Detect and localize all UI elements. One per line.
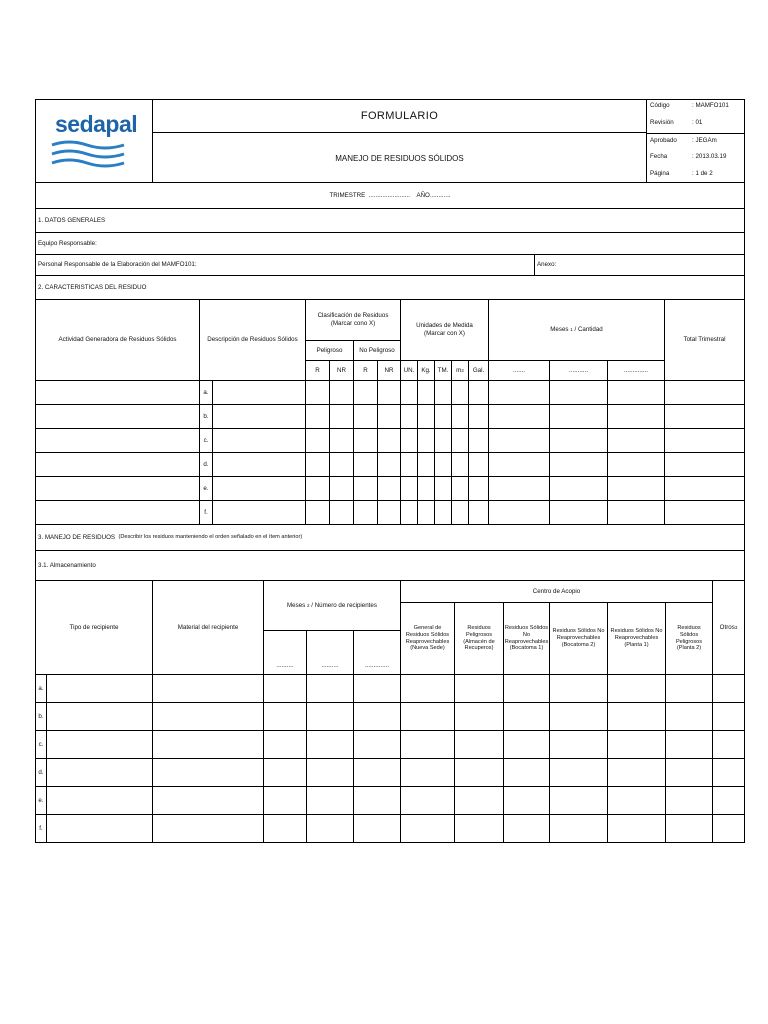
meta-codigo-label: Código (650, 102, 670, 109)
table-cell[interactable] (401, 703, 455, 731)
meta-pagina-value: : 1 de 2 (692, 170, 713, 177)
table-cell[interactable] (35, 429, 200, 453)
otros-label: Otros (719, 623, 735, 631)
table-cell[interactable] (401, 381, 418, 405)
meta-codigo-value: : MAMFO101 (692, 102, 729, 109)
table-cell[interactable] (264, 731, 307, 759)
table-cell[interactable] (435, 477, 452, 501)
unit-tm: TM. (435, 361, 452, 381)
recipientes-slot-1[interactable]: .......... (264, 631, 307, 675)
table-cell[interactable] (401, 429, 418, 453)
table-cell[interactable] (306, 405, 330, 429)
unit-un: UN. (401, 361, 418, 381)
unit-m2: m 2 (452, 361, 469, 381)
table-cell[interactable] (452, 501, 469, 525)
table-cell[interactable] (35, 453, 200, 477)
meses-slot-1[interactable]: ....... (489, 361, 550, 381)
table-cell[interactable] (469, 405, 489, 429)
table-cell[interactable] (264, 759, 307, 787)
centro-nueva-sede: General de Residuos Sólidos Reaprovechables (Nueva Sede) (401, 603, 455, 675)
table-cell[interactable] (550, 675, 608, 703)
table-cell[interactable] (306, 453, 330, 477)
period-line: TRIMESTRE ........................ AÑO............ (35, 183, 745, 209)
equipo-responsable-field[interactable]: Equipo Responsable: (35, 233, 745, 255)
table-cell[interactable] (378, 477, 401, 501)
table-cell[interactable] (401, 731, 455, 759)
table-cell[interactable] (435, 501, 452, 525)
header-clasificacion (306, 300, 401, 341)
unidades-sub: (Marcar con X) (424, 330, 465, 337)
table-cell[interactable] (435, 453, 452, 477)
table-cell[interactable] (452, 453, 469, 477)
table-cell[interactable] (469, 477, 489, 501)
table-cell[interactable] (665, 429, 745, 453)
table-cell[interactable] (418, 381, 435, 405)
cantidad-label: / Cantidad (574, 326, 603, 334)
meta-pagina-label: Página (650, 170, 670, 177)
anexo-field[interactable]: Anexo: (535, 255, 745, 276)
table-cell[interactable] (455, 703, 504, 731)
table-cell[interactable] (489, 381, 550, 405)
table-cell[interactable] (713, 759, 745, 787)
table-cell[interactable] (469, 381, 489, 405)
clasificacion-label: Clasificación de Residuos (317, 312, 389, 320)
table-cell[interactable] (666, 675, 713, 703)
table-cell[interactable] (354, 429, 378, 453)
row-label: c. (200, 429, 213, 453)
table-cell[interactable] (489, 501, 550, 525)
table-cell[interactable] (378, 453, 401, 477)
table-cell[interactable] (489, 453, 550, 477)
recipientes-slot-2[interactable]: .......... (307, 631, 354, 675)
table-cell[interactable] (435, 381, 452, 405)
table-cell[interactable] (47, 815, 153, 843)
table-cell[interactable] (153, 731, 264, 759)
table-cell[interactable] (306, 429, 330, 453)
table-cell[interactable] (665, 405, 745, 429)
table-cell[interactable] (354, 787, 401, 815)
table-cell[interactable] (713, 787, 745, 815)
table-cell[interactable] (550, 477, 608, 501)
table-cell[interactable] (418, 477, 435, 501)
table-cell[interactable] (713, 703, 745, 731)
table-cell[interactable] (354, 815, 401, 843)
table-cell[interactable] (213, 381, 306, 405)
table-cell[interactable] (307, 815, 354, 843)
meses-slot-2[interactable]: ........... (550, 361, 608, 381)
section3-title-row (35, 525, 745, 551)
table-cell[interactable] (550, 815, 608, 843)
header-tipo-recipiente: Tipo de recipiente (35, 581, 153, 675)
table-cell[interactable] (452, 477, 469, 501)
table-cell[interactable] (666, 787, 713, 815)
table-cell[interactable] (330, 405, 354, 429)
row-label: e. (35, 787, 47, 815)
table-cell[interactable] (47, 731, 153, 759)
header-unidades (401, 300, 489, 361)
header-nr-no-peligroso: NR (378, 361, 401, 381)
table-cell[interactable] (665, 453, 745, 477)
table-cell[interactable] (608, 381, 665, 405)
form-title: FORMULARIO (153, 99, 646, 133)
table-cell[interactable] (306, 381, 330, 405)
table-cell[interactable] (455, 787, 504, 815)
table-cell[interactable] (550, 501, 608, 525)
table-cell[interactable] (354, 501, 378, 525)
row-label: d. (35, 759, 47, 787)
form-subtitle: MANEJO DE RESIDUOS SÓLIDOS (335, 153, 464, 163)
table-cell[interactable] (264, 675, 307, 703)
table-cell[interactable] (608, 675, 666, 703)
centro-bocatoma-1: Residuos Sólidos No Reaprovechables (Bocatoma 1) (504, 603, 550, 675)
table-cell[interactable] (666, 731, 713, 759)
row-label: b. (200, 405, 213, 429)
table-cell[interactable] (455, 815, 504, 843)
table-cell[interactable] (666, 759, 713, 787)
table-cell[interactable] (35, 477, 200, 501)
table-cell[interactable] (455, 731, 504, 759)
unit-gal: Gal. (469, 361, 489, 381)
table-cell[interactable] (35, 501, 200, 525)
table-cell[interactable] (504, 675, 550, 703)
table-cell[interactable] (401, 477, 418, 501)
table-cell[interactable] (354, 759, 401, 787)
table-cell[interactable] (213, 477, 306, 501)
table-cell[interactable] (550, 405, 608, 429)
table-cell[interactable] (489, 477, 550, 501)
table-cell[interactable] (452, 405, 469, 429)
table-cell[interactable] (306, 501, 330, 525)
table-cell[interactable] (713, 675, 745, 703)
table-cell[interactable] (354, 405, 378, 429)
table-cell[interactable] (307, 675, 354, 703)
table-cell[interactable] (550, 429, 608, 453)
table-cell[interactable] (264, 815, 307, 843)
table-cell[interactable] (401, 405, 418, 429)
header-centro-acopio: Centro de Acopio (401, 581, 713, 603)
table-cell[interactable] (35, 405, 200, 429)
row-label: b. (35, 703, 47, 731)
table-cell[interactable] (665, 477, 745, 501)
row-label: d. (200, 453, 213, 477)
table-cell[interactable] (550, 453, 608, 477)
table-cell[interactable] (550, 381, 608, 405)
table-cell[interactable] (378, 405, 401, 429)
row-label: c. (35, 731, 47, 759)
table-cell[interactable] (354, 381, 378, 405)
centro-planta-2: Residuos Sólidos Peligrosos (Planta 2) (666, 603, 713, 675)
centro-planta-1: Residuos Sólidos No Reaprovechables (Planta 1) (608, 603, 666, 675)
table-cell[interactable] (469, 429, 489, 453)
table-cell[interactable] (213, 429, 306, 453)
row-label: a. (200, 381, 213, 405)
table-cell[interactable] (418, 405, 435, 429)
section3-note: (Describir los residuos manteniendo el orden señalado en el ítem anterior) (118, 534, 303, 540)
table-cell[interactable] (550, 759, 608, 787)
table-cell[interactable] (401, 675, 455, 703)
meses2-label: Meses (287, 601, 306, 609)
table-cell[interactable] (401, 501, 418, 525)
table-cell[interactable] (608, 787, 666, 815)
table-cell[interactable] (378, 381, 401, 405)
table-cell[interactable] (608, 501, 665, 525)
table-cell[interactable] (330, 453, 354, 477)
table-cell[interactable] (550, 787, 608, 815)
table-cell[interactable] (713, 815, 745, 843)
unit-m2-label: m (456, 366, 462, 374)
centro-bocatoma-2: Residuos Sólidos No Reaprovechables (Bocatoma 2) (550, 603, 608, 675)
table-cell[interactable] (47, 759, 153, 787)
table-cell[interactable] (666, 815, 713, 843)
meta-revision-label: Revisión (650, 119, 674, 126)
table-cell[interactable] (264, 703, 307, 731)
table-cell[interactable] (608, 759, 666, 787)
table-cell[interactable] (47, 675, 153, 703)
meses-slot-3[interactable]: .............. (608, 361, 665, 381)
table-cell[interactable] (608, 815, 666, 843)
table-cell[interactable] (153, 759, 264, 787)
table-cell[interactable] (469, 501, 489, 525)
table-cell[interactable] (378, 429, 401, 453)
table-cell[interactable] (665, 501, 745, 525)
table-cell[interactable] (608, 703, 666, 731)
unidades-label: Unidades de Medida (416, 322, 473, 330)
table-cell[interactable] (401, 787, 455, 815)
table-cell[interactable] (469, 453, 489, 477)
table-cell[interactable] (213, 405, 306, 429)
table-cell[interactable] (354, 703, 401, 731)
meta-aprobado-label: Aprobado (650, 137, 677, 144)
meta-revision-value: : 01 (692, 119, 703, 126)
header-total-trimestral: Total Trimestral (665, 300, 745, 381)
table-cell[interactable] (307, 759, 354, 787)
table-cell[interactable] (455, 759, 504, 787)
table-cell[interactable] (504, 787, 550, 815)
logo-text: sedapal (55, 111, 138, 137)
header-r-no-peligroso: R (354, 361, 378, 381)
table-cell[interactable] (330, 477, 354, 501)
table-cell[interactable] (47, 787, 153, 815)
almacenamiento-title: 3.1. Almacenamiento (35, 551, 745, 581)
table-cell[interactable] (489, 405, 550, 429)
centro-almacen-recuperos: Residuos Peligrosos (Almacén de Recuperos) (455, 603, 504, 675)
header-nr-peligroso: NR (330, 361, 354, 381)
header-otros (713, 581, 745, 675)
table-cell[interactable] (550, 703, 608, 731)
table-cell[interactable] (608, 453, 665, 477)
table-cell[interactable] (455, 675, 504, 703)
table-cell[interactable] (608, 477, 665, 501)
section2-title: 2. CARACTERISTICAS DEL RESIDUO (35, 276, 745, 300)
personal-responsable-field[interactable]: Personal Responsable de la Elaboración del MAMFO101: (35, 255, 535, 276)
table-cell[interactable] (666, 703, 713, 731)
table-cell[interactable] (452, 429, 469, 453)
table-cell[interactable] (504, 815, 550, 843)
table-cell[interactable] (213, 453, 306, 477)
row-label: f. (35, 815, 47, 843)
table-cell[interactable] (153, 675, 264, 703)
table-cell[interactable] (47, 703, 153, 731)
otros-footnote: 3 (734, 624, 738, 630)
table-cell[interactable] (330, 429, 354, 453)
table-cell[interactable] (307, 787, 354, 815)
table-cell[interactable] (418, 429, 435, 453)
header-peligroso: Peligroso (306, 341, 354, 361)
table-cell[interactable] (489, 429, 550, 453)
table-cell[interactable] (665, 381, 745, 405)
table-cell[interactable] (35, 381, 200, 405)
table-cell[interactable] (330, 501, 354, 525)
header-meses-recipientes (264, 581, 401, 631)
table-cell[interactable] (550, 731, 608, 759)
meses-footnote: 1 (570, 327, 573, 333)
table-cell[interactable] (153, 787, 264, 815)
logo-cell (35, 99, 153, 183)
section1-title: 1. DATOS GENERALES (35, 209, 745, 233)
table-cell[interactable] (435, 429, 452, 453)
recipientes-slot-3[interactable]: .............. (354, 631, 401, 675)
table-cell[interactable] (307, 703, 354, 731)
waves-icon (49, 139, 139, 173)
table-cell[interactable] (354, 477, 378, 501)
meses-label: Meses (550, 326, 569, 334)
table-cell[interactable] (307, 731, 354, 759)
table-cell[interactable] (213, 501, 306, 525)
row-label: e. (200, 477, 213, 501)
table-cell[interactable] (330, 381, 354, 405)
section3-title: 3. MANEJO DE RESIDUOS (38, 533, 116, 541)
numero-recipientes-label: / Número de recipientes (311, 601, 377, 609)
table-cell[interactable] (435, 405, 452, 429)
header-r-peligroso: R (306, 361, 330, 381)
table-cell[interactable] (401, 759, 455, 787)
table-cell[interactable] (504, 703, 550, 731)
row-label: a. (35, 675, 47, 703)
table-cell[interactable] (504, 759, 550, 787)
header-no-peligroso: No Peligroso (354, 341, 401, 361)
table-cell[interactable] (418, 453, 435, 477)
header-descripcion: Descripción de Residuos Sólidos (200, 300, 306, 381)
row-label: f. (200, 501, 213, 525)
header-actividad: Actividad Generadora de Residuos Sólidos (35, 300, 200, 381)
table-cell[interactable] (153, 815, 264, 843)
meta-fecha-label: Fecha (650, 153, 668, 160)
table-cell[interactable] (354, 731, 401, 759)
table-cell[interactable] (153, 703, 264, 731)
table-cell[interactable] (264, 787, 307, 815)
table-cell[interactable] (306, 477, 330, 501)
unit-kg: Kg. (418, 361, 435, 381)
table-cell[interactable] (608, 731, 666, 759)
table-cell[interactable] (401, 815, 455, 843)
table-cell[interactable] (418, 501, 435, 525)
table-cell[interactable] (504, 731, 550, 759)
table-cell[interactable] (608, 429, 665, 453)
meta-divider (646, 133, 745, 134)
header-material-recipiente: Material del recipiente (153, 581, 264, 675)
clasificacion-sub: (Marcar cono X) (330, 320, 376, 327)
sedapal-logo (49, 109, 139, 171)
table-cell[interactable] (354, 675, 401, 703)
meta-fecha-value: : 2013.03.19 (692, 153, 727, 160)
meta-aprobado-value: : JEGAm (692, 137, 717, 144)
table-cell[interactable] (713, 731, 745, 759)
header-meses-cantidad (489, 300, 665, 361)
table-cell[interactable] (401, 453, 418, 477)
meses2-footnote: 2 (307, 602, 310, 608)
table-cell[interactable] (354, 453, 378, 477)
table-cell[interactable] (378, 501, 401, 525)
table-cell[interactable] (608, 405, 665, 429)
table-cell[interactable] (452, 381, 469, 405)
